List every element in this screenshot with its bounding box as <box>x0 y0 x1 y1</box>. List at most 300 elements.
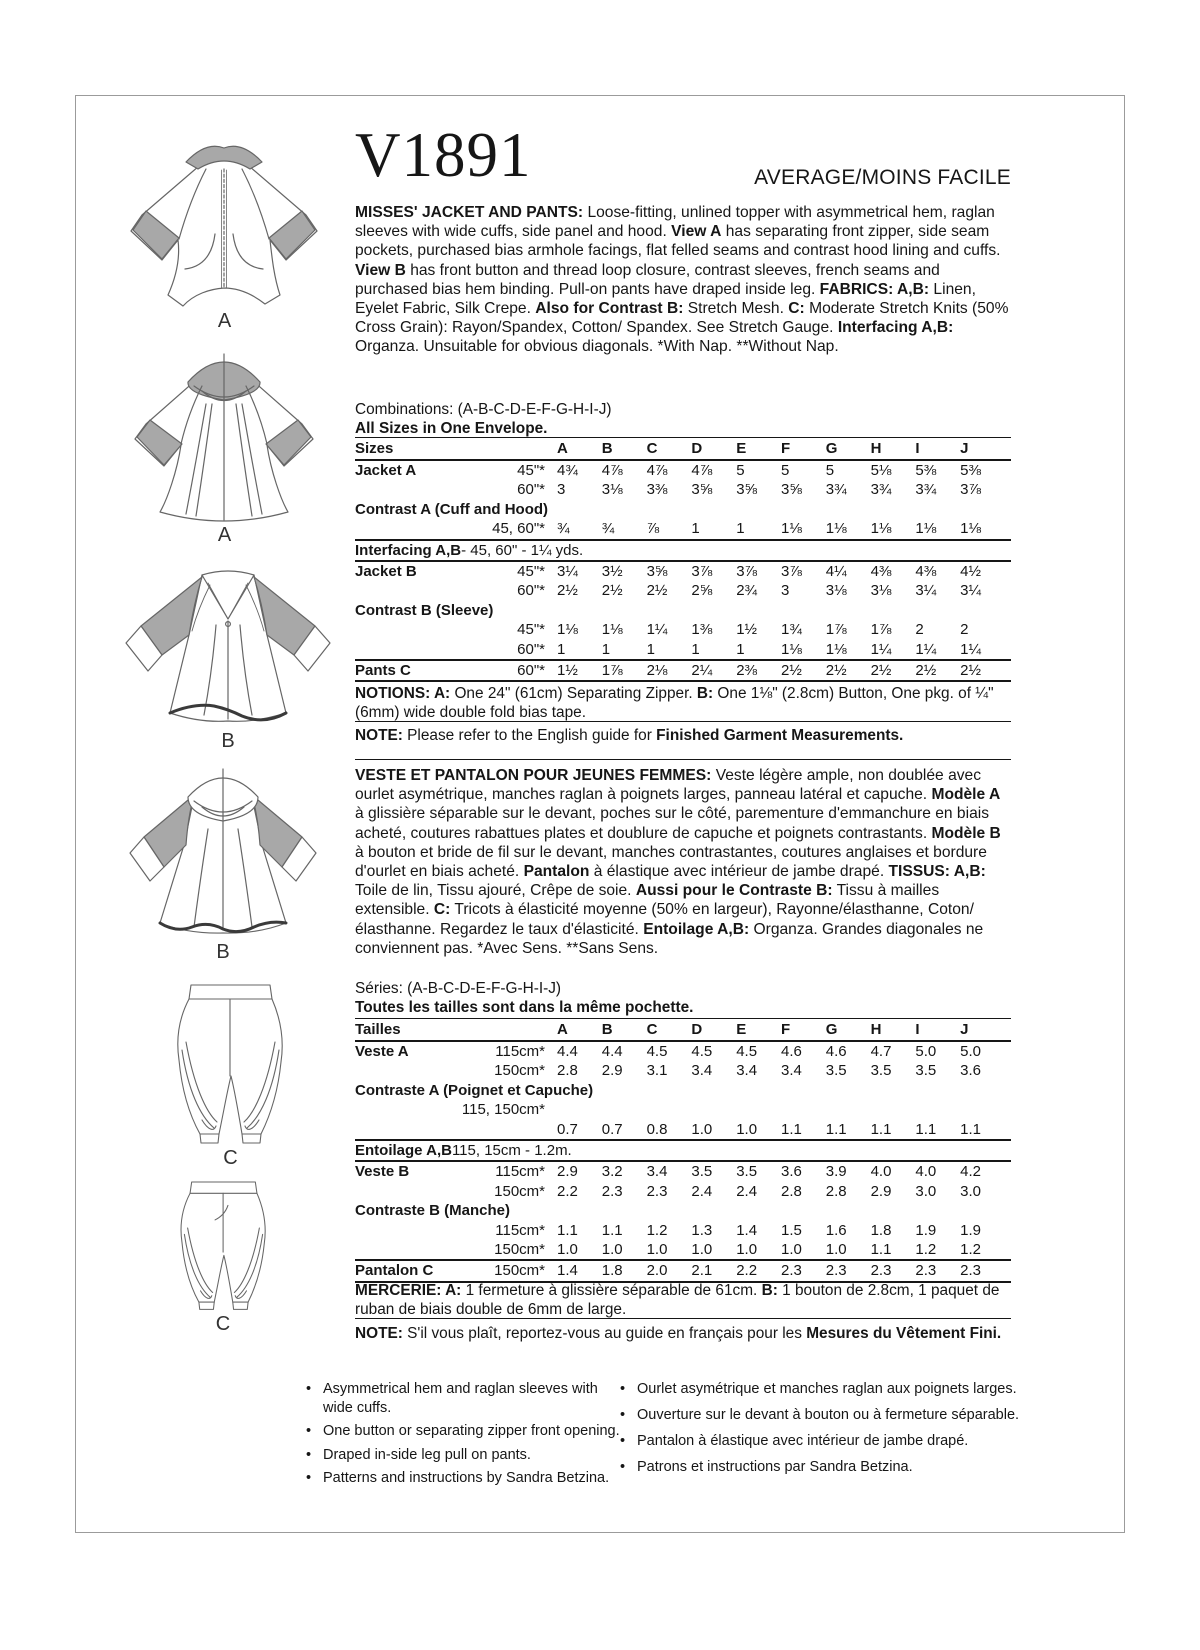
table-cell: 4.2 <box>960 1163 982 1181</box>
table-cell: 0.7 <box>557 1120 578 1138</box>
mercerie-text <box>355 1281 1011 1319</box>
table-cell: 3.5 <box>915 1062 937 1080</box>
table-cell: 2.4 <box>691 1182 713 1200</box>
table-cell: 2.9 <box>870 1182 892 1200</box>
table-cell: H <box>870 440 882 457</box>
figure-jacket-b-back <box>118 757 328 964</box>
text-segment: Finished Garment Measurements. <box>656 727 904 744</box>
table-cell: 3⅝ <box>780 481 802 499</box>
table-cell: 2.1 <box>691 1262 713 1280</box>
table-cell: 2.2 <box>557 1182 578 1200</box>
table-cell: A <box>557 1021 568 1038</box>
text-segment: TISSUS: A,B: <box>888 863 986 881</box>
table-cell: 1⅛ <box>915 520 937 538</box>
table-cell: 2.3 <box>825 1262 847 1280</box>
bullet-icon: • <box>620 1407 626 1424</box>
table-cell: G <box>825 440 838 457</box>
table-section-row: Contraste B (Manche) <box>355 1202 511 1220</box>
table-cell: 3.6 <box>960 1062 982 1080</box>
table-cell: 4.0 <box>915 1163 937 1181</box>
feature-text: Draped in-side leg pull on pants. <box>323 1446 531 1463</box>
table-cell: 3⅞ <box>691 563 713 581</box>
table-cell: 1.0 <box>557 1241 578 1259</box>
table-cell: 3⅝ <box>646 563 668 581</box>
table-cell: 1.4 <box>736 1221 758 1239</box>
table-cell: 3.5 <box>825 1062 847 1080</box>
table-cell: 3¾ <box>915 481 937 499</box>
table-cell: 4.7 <box>870 1043 892 1060</box>
table-cell: 4.4 <box>557 1043 578 1060</box>
table-cell: 1⅛ <box>960 520 982 538</box>
jacket-a-back-illustration <box>122 342 327 522</box>
table-cell: 5⅜ <box>915 462 937 479</box>
feature-item <box>306 1422 628 1441</box>
table-cell: 1⅞ <box>825 621 847 639</box>
table-cell: 1⅛ <box>557 621 578 639</box>
table-cell: 1⅛ <box>825 640 847 658</box>
table-cell: 45, 60"* <box>492 520 545 538</box>
table-cell: 1¼ <box>960 640 982 658</box>
table-cell: 1.8 <box>601 1262 623 1280</box>
table-cell: 45"* <box>517 621 545 639</box>
text-segment: 1 fermeture à glissière séparable de 61cm. <box>461 1282 762 1299</box>
text-segment: Moderate Stretch Knits (50% Cross Grain): Rayon/Spandex, Cotton/ Spandex. See Stretch Gauge. <box>355 300 1009 337</box>
text-segment: Entoilage A,B: <box>643 920 750 938</box>
table-cell: ⅞ <box>646 520 660 538</box>
table-fullwidth-row <box>355 541 1011 562</box>
feature-text: Asymmetrical hem and raglan sleeves with wide cuffs. <box>323 1381 598 1416</box>
table-cell: 2.4 <box>736 1182 758 1200</box>
table-cell: 1.1 <box>601 1221 623 1239</box>
figure-label: C <box>223 1147 238 1169</box>
table-cell: 2.3 <box>960 1262 982 1280</box>
table-row <box>355 461 1011 480</box>
table-cell: 3⅞ <box>736 563 758 581</box>
text-segment: Aussi pour le Contraste B: <box>635 882 833 900</box>
table-cell: 1.1 <box>870 1241 892 1259</box>
table-cell: E <box>736 440 747 457</box>
table-cell: 60"* <box>517 662 545 680</box>
table-cell: 4⅞ <box>691 462 713 479</box>
table-cell: 3¾ <box>825 481 847 499</box>
table-section-row: Contrast B (Sleeve) <box>355 601 494 619</box>
table-cell: 2.0 <box>646 1262 668 1280</box>
table-cell: G <box>825 1021 838 1038</box>
table-cell: 2 <box>915 621 924 639</box>
table-cell: 1⅞ <box>870 621 892 639</box>
table-cell: 2.3 <box>915 1262 937 1280</box>
table-cell: 2⅜ <box>736 662 758 680</box>
table-cell: 3 <box>557 481 566 499</box>
table-cell: 4⅞ <box>601 462 623 479</box>
table-cell: 3.0 <box>960 1182 982 1200</box>
text-segment: Toile de lin, Tissu ajouré, Crêpe de soie. <box>355 882 636 900</box>
table-row <box>355 1100 1011 1119</box>
table-cell: ¾ <box>557 520 570 538</box>
table-cell: 3.2 <box>601 1163 623 1181</box>
table-cell: 4.6 <box>780 1043 802 1060</box>
figure-pants-c-front <box>158 980 303 1170</box>
text-segment: Organza. Unsuitable for obvious diagonals. *With Nap. **Without Nap. <box>355 338 839 356</box>
text-segment: View A <box>671 223 722 241</box>
table-cell: 5 <box>825 462 835 479</box>
table-cell: 1½ <box>557 662 578 680</box>
jacket-b-back-illustration <box>118 757 328 939</box>
description-french <box>355 766 1011 958</box>
table-cell: 1.9 <box>960 1221 982 1239</box>
table-row <box>355 659 1011 682</box>
text-segment: à élastique avec intérieur de jambe drapé. <box>589 863 889 881</box>
table-cell: 4⅜ <box>870 563 892 581</box>
table-cell: 3⅛ <box>870 582 892 600</box>
text-segment: Interfacing A,B: <box>837 319 954 337</box>
features-list-english <box>306 1380 628 1493</box>
table-cell: Pantalon C <box>355 1262 434 1280</box>
series-block <box>355 979 1011 1017</box>
table-cell: 5.0 <box>915 1043 937 1060</box>
table-cell: 1.1 <box>780 1120 802 1138</box>
table-cell: 1 <box>736 640 745 658</box>
table-row <box>355 1221 1011 1240</box>
text-segment: Stretch Mesh. <box>683 300 789 318</box>
table-cell: ¾ <box>601 520 615 538</box>
table-cell: Veste A <box>355 1043 409 1060</box>
table-cell: 1.0 <box>780 1241 802 1259</box>
text-segment: Mesures du Vêtement Fini. <box>806 1325 1002 1342</box>
table-cell: 1.0 <box>825 1241 847 1259</box>
feature-text: Patterns and instructions by Sandra Betzina. <box>323 1470 610 1487</box>
table-cell: 1 <box>557 640 566 658</box>
text-segment: MISSES' JACKET AND PANTS: <box>355 204 588 221</box>
pattern-number: V1891 <box>355 120 532 190</box>
text-segment: 115, 15cm - 1.2m. <box>451 1142 572 1160</box>
table-cell: 1.0 <box>646 1241 668 1259</box>
table-cell: 2.3 <box>646 1182 668 1200</box>
text-segment: NOTE: <box>355 727 403 744</box>
table-cell: 4⅜ <box>915 563 937 581</box>
description-english <box>355 203 1011 357</box>
table-cell: 4¾ <box>557 462 578 479</box>
table-cell: 2.3 <box>870 1262 892 1280</box>
table-cell: B <box>601 440 613 457</box>
text-segment: Modèle B <box>931 824 1001 842</box>
text-segment: View B <box>355 261 406 279</box>
table-cell: 2.3 <box>780 1262 802 1280</box>
table-cell: 1¾ <box>780 621 802 639</box>
table-cell: 2½ <box>915 662 937 680</box>
text-segment: VESTE ET PANTALON POUR JEUNES FEMMES: <box>355 767 716 784</box>
table-cell: 1.0 <box>691 1120 713 1138</box>
table-cell: Veste B <box>355 1163 410 1181</box>
text-segment: Tissu à mailles extensible. <box>355 882 940 919</box>
table-cell: 1⅛ <box>870 520 892 538</box>
table-row <box>355 1162 1011 1181</box>
table-cell: 2⅛ <box>646 662 668 680</box>
figure-label: A <box>217 524 232 546</box>
table-cell: 3⅞ <box>780 563 802 581</box>
table-cell: D <box>691 1021 703 1038</box>
table-cell: Pants C <box>355 662 411 680</box>
table-cell: 60"* <box>517 481 545 499</box>
table-cell: 2½ <box>780 662 802 680</box>
table-cell: E <box>736 1021 747 1038</box>
table-cell: 115cm* <box>495 1043 545 1060</box>
table-row <box>355 640 1011 659</box>
table-section-row: Contraste A (Poignet et Capuche) <box>355 1081 594 1099</box>
bullet-icon: • <box>620 1433 626 1450</box>
table-cell: Jacket A <box>355 462 417 479</box>
table-cell: 150cm* <box>494 1241 545 1259</box>
table-cell: 1.0 <box>736 1120 758 1138</box>
table-cell: 2.8 <box>780 1182 802 1200</box>
table-row <box>355 519 1011 540</box>
bullet-icon: • <box>306 1470 312 1487</box>
table-cell: 1.1 <box>870 1120 892 1138</box>
text-segment: MERCERIE: A: <box>355 1282 462 1299</box>
table-cell: 60"* <box>517 640 545 658</box>
feature-text: Ourlet asymétrique et manches raglan aux poignets larges. <box>637 1381 1017 1397</box>
feature-item <box>306 1469 628 1488</box>
table-cell: 115cm* <box>495 1163 545 1181</box>
table-cell: Sizes <box>355 440 394 457</box>
bullet-icon: • <box>306 1381 312 1397</box>
text-segment: 1 bouton de 2.8cm, 1 paquet de ruban de biais double de 6mm de large. <box>355 1282 1000 1318</box>
text-segment: NOTIONS: A: <box>355 685 451 702</box>
table-cell: 1.2 <box>915 1241 937 1259</box>
table-cell: 60"* <box>517 582 545 600</box>
table-cell: 3.5 <box>870 1062 892 1080</box>
text-segment: S'il vous plaît, reportez-vous au guide en français pour les <box>402 1325 807 1342</box>
table-cell: 2½ <box>646 582 668 600</box>
note-english <box>355 726 1011 745</box>
table-cell: 3⅛ <box>601 481 623 499</box>
table-cell: H <box>870 1021 882 1038</box>
table-cell: 3.4 <box>646 1163 668 1181</box>
table-cell: I <box>915 440 920 457</box>
table-cell: 45"* <box>517 462 545 479</box>
table-cell: 3⅜ <box>646 481 668 499</box>
table-cell: 1 <box>691 520 700 538</box>
table-cell: 4.0 <box>870 1163 892 1181</box>
table-cell: 115, 150cm* <box>461 1101 545 1119</box>
text-segment: à bouton et bride de fil sur le devant, manches contrastantes, coutures anglaises et bordure d'ourlet en biais acheté. <box>355 843 987 881</box>
divider-rule <box>355 1318 1011 1319</box>
table-cell: 150cm* <box>494 1062 545 1080</box>
text-segment: Modèle A <box>931 786 1001 804</box>
figure-pants-c-back <box>163 1178 283 1336</box>
text-segment: has front button and thread loop closure, contrast sleeves, french seams and purchased bias hem binding. Pull-on pants have draped inside leg. <box>355 261 940 298</box>
combinations-line: Combinations: (A-B-C-D-E-F-G-H-I-J) <box>355 401 612 418</box>
table-row <box>355 1259 1011 1282</box>
table-cell: 2½ <box>601 582 623 600</box>
table-cell: C <box>646 440 658 457</box>
table-cell: 3¼ <box>960 582 982 600</box>
text-segment: C: <box>788 300 805 318</box>
table-cell: 2⅝ <box>691 582 713 600</box>
pants-c-front-illustration <box>158 980 303 1145</box>
table-cell: 1.0 <box>736 1241 758 1259</box>
table-cell: 1.4 <box>557 1262 578 1280</box>
table-cell: 2 <box>960 621 969 639</box>
table-cell: 1 <box>646 640 655 658</box>
series-line: Séries: (A-B-C-D-E-F-G-H-I-J) <box>355 980 562 997</box>
bullet-icon: • <box>306 1423 312 1440</box>
table-cell: 4.6 <box>825 1043 847 1060</box>
table-cell: Tailles <box>355 1021 401 1038</box>
all-sizes-line: All Sizes in One Envelope. <box>355 420 548 437</box>
table-cell: 150cm* <box>494 1262 545 1280</box>
divider-rule <box>355 759 1011 760</box>
table-cell: 0.7 <box>601 1120 623 1138</box>
table-cell: 1 <box>601 640 611 658</box>
table-fullwidth-row <box>355 1141 1011 1162</box>
table-cell: 3¼ <box>557 563 578 581</box>
table-cell: 1¼ <box>646 621 668 639</box>
feature-item <box>620 1380 1028 1399</box>
feature-item <box>306 1446 628 1465</box>
table-cell: 4⅞ <box>646 462 668 479</box>
table-cell: 1⅛ <box>780 640 802 658</box>
table-row <box>355 480 1011 499</box>
table-cell: 5⅜ <box>960 462 982 479</box>
table-cell: 3½ <box>601 563 623 581</box>
table-cell: 1.0 <box>601 1241 623 1259</box>
table-cell: 2½ <box>960 662 982 680</box>
table-cell: 45"* <box>517 563 545 581</box>
feature-text: Patrons et instructions par Sandra Betzina. <box>637 1459 913 1476</box>
table-cell: 115cm* <box>495 1221 545 1239</box>
table-cell: 3 <box>780 582 790 600</box>
table-cell: B <box>601 1021 613 1038</box>
figure-jacket-b-front <box>114 563 342 753</box>
difficulty-level: AVERAGE/MOINS FACILE <box>754 166 1011 189</box>
combinations-block <box>355 400 1011 438</box>
figure-jacket-a-front <box>122 138 327 333</box>
bullet-icon: • <box>620 1381 626 1397</box>
text-segment: Pantalon <box>523 863 590 881</box>
text-segment: Entoilage A,B <box>355 1142 452 1160</box>
table-cell: 2.3 <box>601 1182 623 1200</box>
table-cell: 1.2 <box>646 1221 668 1239</box>
text-segment: One 24" (61cm) Separating Zipper. <box>450 685 697 702</box>
figure-label: B <box>221 730 235 752</box>
table-cell: 2.8 <box>557 1062 578 1080</box>
feature-item <box>620 1458 1028 1477</box>
text-segment: Also for Contrast B: <box>535 300 684 318</box>
text-segment: Organza. Grandes diagonales ne conviennent pas. *Avec Sens. **Sans Sens. <box>355 920 984 957</box>
table-cell: 1½ <box>736 621 758 639</box>
table-row <box>355 1120 1011 1141</box>
table-cell: 3.4 <box>736 1062 758 1080</box>
table-cell: 1.1 <box>825 1120 847 1138</box>
table-cell: C <box>646 1021 658 1038</box>
table-cell: 2.9 <box>601 1062 623 1080</box>
figure-label: A <box>217 310 232 332</box>
table-cell: 2½ <box>557 582 578 600</box>
table-cell: 3.1 <box>646 1062 668 1080</box>
table-row <box>355 581 1011 600</box>
jacket-b-front-illustration <box>114 563 342 728</box>
text-segment: FABRICS: A,B: <box>819 280 930 298</box>
figure-jacket-a-back <box>122 342 327 547</box>
table-cell: 1 <box>736 520 745 538</box>
table-cell: 4.5 <box>736 1043 758 1060</box>
table-row <box>355 1182 1011 1201</box>
table-cell: D <box>691 440 703 457</box>
text-segment: One 1⅛" (2.8cm) Button, One pkg. of ¼" (6mm) wide double fold bias tape. <box>355 685 994 721</box>
feature-item <box>306 1380 628 1417</box>
table-row <box>355 1042 1011 1061</box>
figure-label: B <box>216 941 230 963</box>
table-cell: 150cm* <box>494 1182 545 1200</box>
table-cell: 3.5 <box>691 1163 713 1181</box>
text-segment: B: <box>696 685 714 702</box>
table-header-row <box>355 1018 1011 1042</box>
table-cell: 1.6 <box>825 1221 847 1239</box>
text-segment: Loose-fitting, unlined topper with asymmetrical hem, raglan sleeves with wide cuffs, side panel and hood. <box>355 204 995 241</box>
bullet-icon: • <box>306 1446 312 1463</box>
text-segment: Please refer to the English guide for <box>402 727 657 744</box>
table-cell: 1.0 <box>691 1241 713 1259</box>
note-french <box>355 1324 1011 1343</box>
table-cell: 5.0 <box>960 1043 982 1060</box>
features-list-french <box>620 1380 1028 1484</box>
table-cell: 2¾ <box>736 582 758 600</box>
text-segment: NOTE: <box>355 1325 403 1342</box>
table-row <box>355 620 1011 639</box>
table-cell: 1.1 <box>915 1120 937 1138</box>
table-cell: 3¾ <box>870 481 892 499</box>
table-cell: F <box>780 1021 791 1038</box>
table-row <box>355 562 1011 581</box>
table-header-row <box>355 437 1011 461</box>
table-section-row: Contrast A (Cuff and Hood) <box>355 500 549 518</box>
jacket-a-front-illustration <box>122 138 327 308</box>
table-cell: 4¼ <box>825 563 847 581</box>
table-cell: 5 <box>736 462 745 479</box>
table-cell: 1⅜ <box>691 621 713 639</box>
table-cell: 1.9 <box>915 1221 937 1239</box>
feature-item <box>620 1406 1028 1425</box>
table-cell: 3.5 <box>736 1163 758 1181</box>
notions-text <box>355 684 1011 722</box>
text-segment: C: <box>433 901 451 919</box>
table-cell: 1¼ <box>870 640 892 658</box>
divider-rule <box>355 721 1011 722</box>
table-cell: 4.5 <box>646 1043 668 1060</box>
text-segment: Veste légère ample, non doublée avec ourlet asymétrique, manches raglan à poignets larges, panneau latéral et capuche. <box>355 767 982 804</box>
yardage-table-french <box>355 1018 1011 1283</box>
table-row <box>355 1061 1011 1080</box>
text-segment: Tricots à élasticité moyenne (50% en largeur), Rayonne/élasthanne, Coton/ élasthanne. Regardez le taux d'élasticité. <box>355 901 974 938</box>
table-cell: 1.2 <box>960 1241 982 1259</box>
table-cell: 5 <box>780 462 790 479</box>
text-segment: Interfacing A,B <box>355 541 462 559</box>
table-cell: 1⅛ <box>601 621 623 639</box>
feature-text: Pantalon à élastique avec intérieur de jambe drapé. <box>637 1433 969 1450</box>
table-cell: 3¼ <box>915 582 937 600</box>
table-cell: 3⅝ <box>736 481 758 499</box>
table-cell: 2¼ <box>691 662 713 680</box>
table-cell: 3⅝ <box>691 481 713 499</box>
text-segment: - 45, 60" - 1¼ yds. <box>461 541 584 559</box>
text-segment: à glissière séparable sur le devant, poches sur le côté, parementure d'emmanchure en biais acheté, coutures rabattues plates et doublure de capuche et poignets contrastants. <box>355 805 990 842</box>
table-cell: 1⅞ <box>601 662 623 680</box>
table-cell: 3.4 <box>691 1062 713 1080</box>
toutes-tailles-line: Toutes les tailles sont dans la même pochette. <box>355 999 694 1016</box>
table-cell: 2.9 <box>557 1163 578 1181</box>
table-cell: 2.2 <box>736 1262 758 1280</box>
